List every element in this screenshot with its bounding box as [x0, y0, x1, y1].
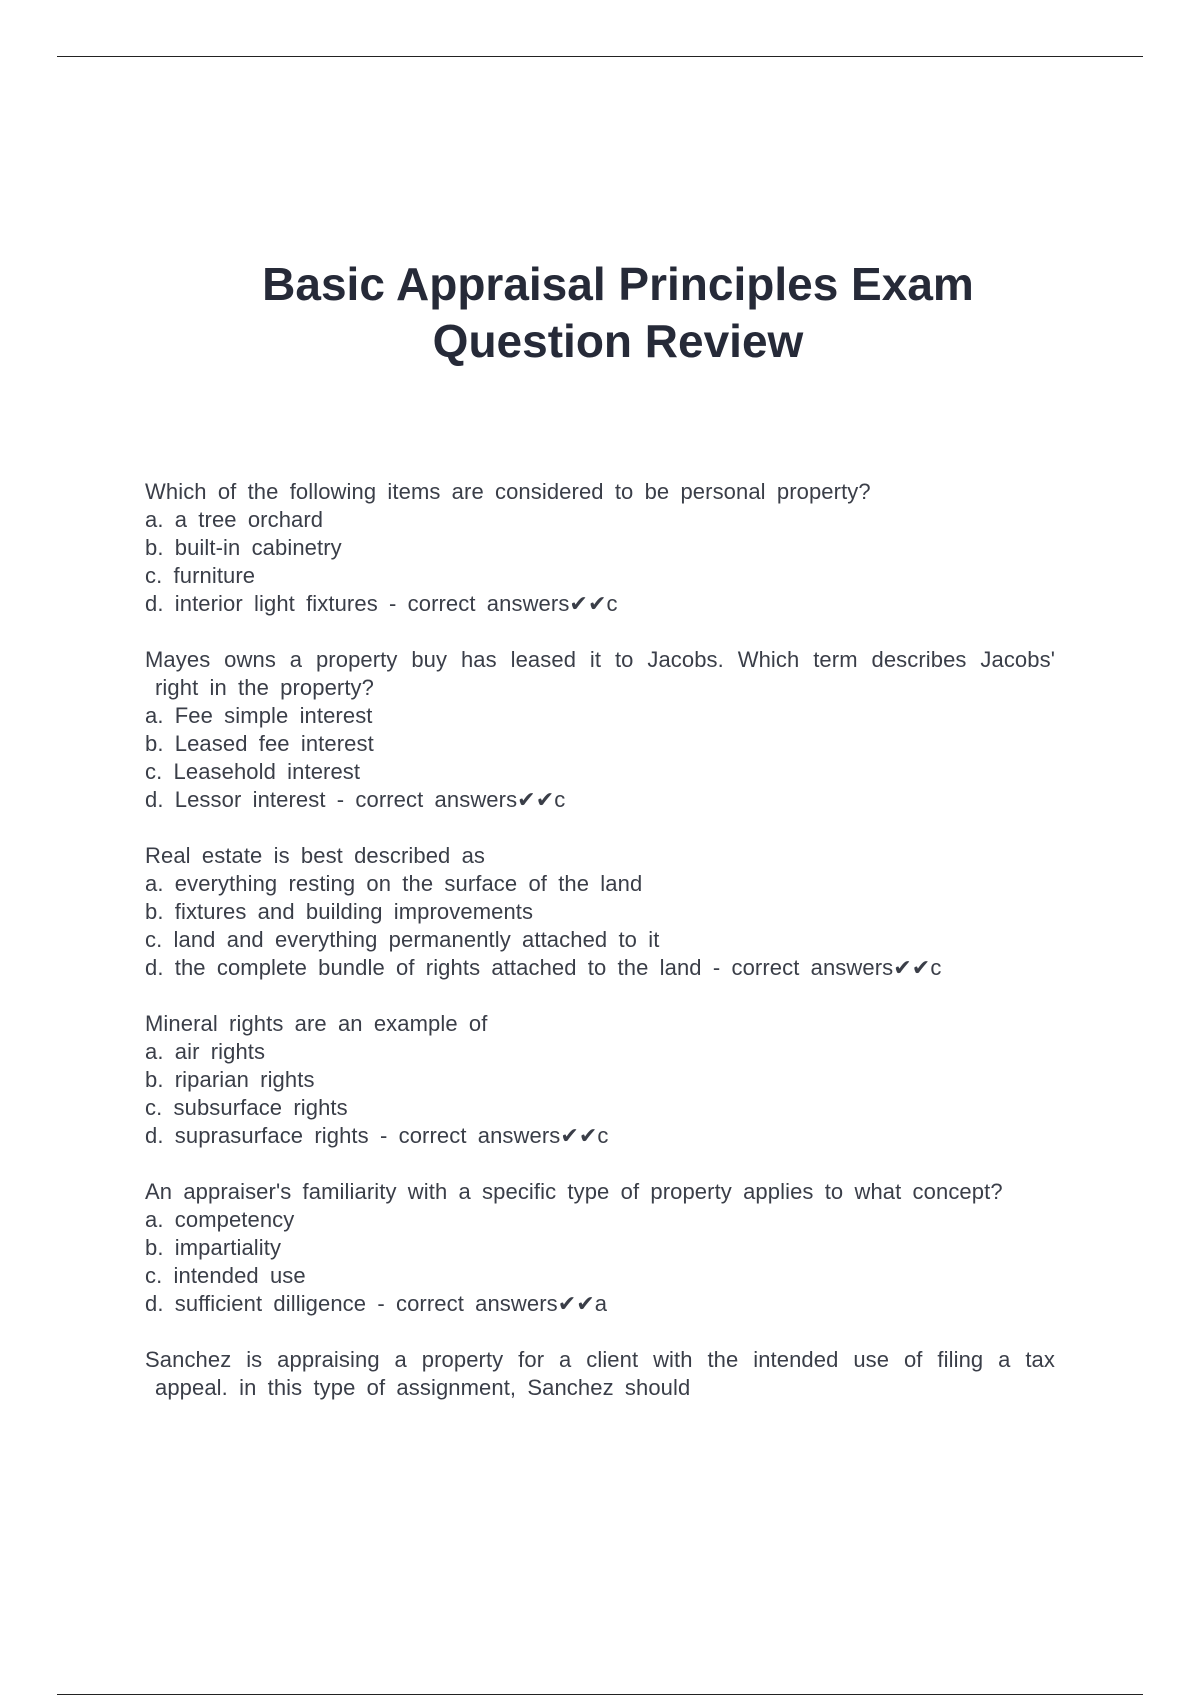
title-line-2: Question Review	[432, 315, 804, 367]
option-b: b. impartiality	[145, 1235, 282, 1260]
option-c: c. Leasehold interest	[145, 759, 361, 784]
question-1	[145, 478, 1055, 618]
option-c: c. subsurface rights	[145, 1095, 348, 1120]
question-stem: Sanchez is appraising a property for a client with the intended use of filing a tax appeal. in this type of assignment, Sanchez should	[145, 1347, 1055, 1400]
question-2	[145, 646, 1055, 814]
option-c: c. land and everything permanently attached to it	[145, 927, 660, 952]
question-6	[145, 1346, 1055, 1402]
option-b: b. built-in cabinetry	[145, 535, 342, 560]
option-d-with-answer: d. Lessor interest - correct answers✔✔c	[145, 787, 566, 812]
option-a: a. everything resting on the surface of the land	[145, 871, 643, 896]
question-5	[145, 1178, 1055, 1318]
question-stem: An appraiser's familiarity with a specific type of property applies to what concept?	[145, 1179, 1003, 1204]
option-c: c. intended use	[145, 1263, 306, 1288]
option-b: b. Leased fee interest	[145, 731, 374, 756]
option-b: b. fixtures and building improvements	[145, 899, 534, 924]
option-d-with-answer: d. the complete bundle of rights attached to the land - correct answers✔✔c	[145, 955, 942, 980]
option-c: c. furniture	[145, 563, 256, 588]
question-3	[145, 842, 1055, 982]
title-line-1: Basic Appraisal Principles Exam	[262, 258, 974, 310]
option-d-with-answer: d. suprasurface rights - correct answers✔✔c	[145, 1123, 609, 1148]
option-a: a. a tree orchard	[145, 507, 324, 532]
question-4	[145, 1010, 1055, 1150]
question-stem: Mayes owns a property buy has leased it to Jacobs. Which term describes Jacobs' right in the property?	[145, 647, 1055, 700]
page-title	[0, 256, 1200, 370]
option-b: b. riparian rights	[145, 1067, 315, 1092]
question-stem: Which of the following items are considered to be personal property?	[145, 479, 871, 504]
option-a: a. competency	[145, 1207, 295, 1232]
question-list	[145, 478, 1055, 1430]
bottom-rule	[57, 1694, 1143, 1695]
option-d-with-answer: d. interior light fixtures - correct answers✔✔c	[145, 591, 618, 616]
question-stem: Real estate is best described as	[145, 843, 486, 868]
option-a: a. Fee simple interest	[145, 703, 373, 728]
top-rule	[57, 56, 1143, 57]
option-a: a. air rights	[145, 1039, 266, 1064]
option-d-with-answer: d. sufficient dilligence - correct answers✔✔a	[145, 1291, 608, 1316]
question-stem: Mineral rights are an example of	[145, 1011, 488, 1036]
